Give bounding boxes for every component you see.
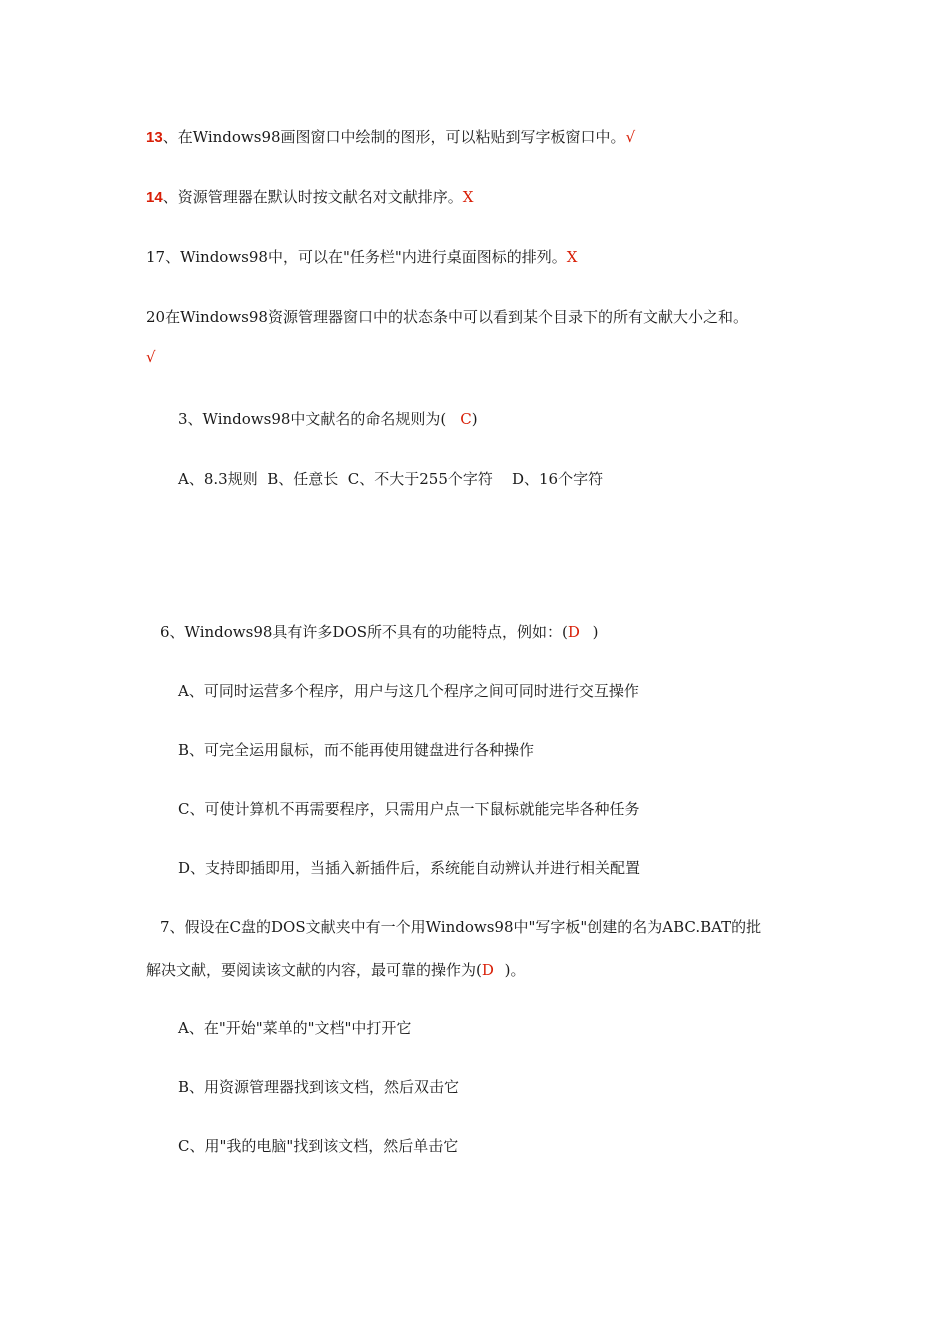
tf-item-14 (146, 187, 473, 208)
question-6-option-d: D、支持即插即用，当插入新插件后，系统能自动辨认并进行相关配置 (178, 859, 641, 877)
answer-mark: √ (625, 128, 636, 146)
tf-item-13 (146, 127, 635, 148)
stem-text-end: ) (471, 410, 478, 428)
question-7-option-c: C、用"我的电脑"找到该文档，然后单击它 (178, 1137, 459, 1155)
answer-letter: C (460, 410, 472, 428)
item-number: 14 (146, 189, 163, 206)
question-3-options: A、8.3规则 B、任意长 C、不大于255个字符 D、16个字符 (178, 470, 604, 488)
answer-letter: D (481, 961, 494, 979)
item-text: 20在Windows98资源管理器窗口中的状态条中可以看到某个目录下的所有文献大小之和。 (146, 308, 748, 326)
item-number: 13 (146, 129, 163, 146)
stem-text: 3、Windows98中文献名的命名规则为( (178, 410, 447, 428)
question-7-stem-line-2 (146, 960, 526, 980)
stem-text-end: )。 (499, 961, 526, 979)
answer-mark: X (462, 188, 474, 206)
question-3-stem (178, 409, 478, 429)
stem-text: 6、Windows98具有许多DOS所不具有的功能特点，例如：( (160, 623, 568, 641)
answer-mark: √ (146, 348, 156, 366)
question-6-stem (160, 622, 599, 642)
item-text: 、资源管理器在默认时按文献名对文献排序。 (162, 188, 463, 206)
answer-mark: X (566, 248, 578, 266)
stem-text: 解决文献，要阅读该文献的内容，最可靠的操作为( (146, 961, 482, 979)
question-7-option-a: A、在"开始"菜单的"文档"中打开它 (178, 1019, 412, 1037)
tf-item-20 (146, 307, 748, 327)
question-6-option-c: C、可使计算机不再需要程序，只需用户点一下鼠标就能完毕各种任务 (178, 800, 640, 818)
item-text: 、在Windows98画图窗口中绘制的图形，可以粘贴到写字板窗口中。 (162, 128, 626, 146)
question-6-option-a: A、可同时运营多个程序，用户与这几个程序之间可同时进行交互操作 (178, 682, 639, 700)
tf-item-17 (146, 247, 577, 267)
question-7-option-b: B、用资源管理器找到该文档，然后双击它 (178, 1078, 460, 1096)
question-7-stem-line-1: 7、假设在C盘的DOS文献夹中有一个用Windows98中"写字板"创建的名为ABC.BAT的批 (160, 918, 762, 936)
item-text: 17、Windows98中，可以在"任务栏"内进行桌面图标的排列。 (146, 248, 567, 266)
question-6-option-b: B、可完全运用鼠标，而不能再使用键盘进行各种操作 (178, 741, 535, 759)
stem-text-end: ) (587, 623, 599, 641)
tf-item-20-answer-line (146, 347, 156, 367)
answer-letter: D (567, 623, 580, 641)
